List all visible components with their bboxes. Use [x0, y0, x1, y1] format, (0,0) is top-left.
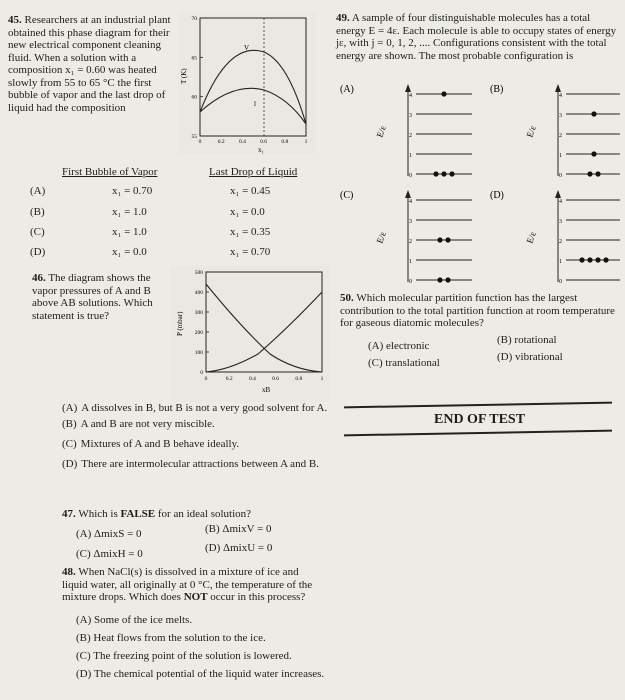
q50-option-label: (D): [497, 351, 513, 363]
q46-xtick-label: 1: [320, 376, 324, 382]
q49-level-label: 4: [409, 199, 412, 205]
q50-text: Which molecular partition function has the largest contribution to the total partition function at room temperature for gaseous diatomic molecules?: [340, 292, 615, 329]
q49-level-label: 1: [409, 153, 412, 159]
q45-phase-diagram: [178, 12, 316, 154]
q47-option-text: ΔmixV = 0: [222, 523, 272, 535]
q49-option-label: (C): [340, 190, 354, 201]
q48-number: 48.: [62, 566, 76, 578]
q45-option-liquid: x₁ = 0.70: [230, 246, 271, 258]
q49-molecule-dot: [579, 257, 584, 262]
q50-option-c[interactable]: [368, 357, 440, 369]
q45-question: [8, 14, 178, 114]
q47-option-b[interactable]: [205, 523, 272, 535]
q49-level-label: 2: [559, 133, 562, 139]
q45-ytick-label: 70: [191, 16, 197, 22]
q46-ytick-label: 100: [194, 350, 203, 356]
q49-level-label: 2: [409, 133, 412, 139]
q46-option-text: A and B are not very miscible.: [80, 418, 215, 430]
q49-axis-label: E/ε: [524, 124, 538, 139]
q49-level-label: 1: [559, 153, 562, 159]
q45-option-vapor: x₁ = 0.0: [112, 246, 147, 258]
q46-number: 46.: [32, 272, 46, 284]
arrow-up-icon: [555, 84, 561, 92]
q45-xtick-label: 1: [304, 139, 308, 145]
q46-xtick-label: 0.2: [225, 376, 233, 382]
q49-molecule-dot: [591, 111, 596, 116]
q49-level-label: 0: [409, 279, 412, 285]
q46-option-b[interactable]: [62, 418, 332, 430]
q45-option-b[interactable]: [30, 206, 300, 226]
q49-level-label: 3: [559, 219, 562, 225]
q45-text: Researchers at an industrial plant obtained this phase diagram for their new electrical component cleaning fluid. When a solution with a composition x₁ = 0.60 was heated slowly from 55 to 65 °C the first bubble of vapor and the last drop of liquid had the composition: [8, 14, 171, 114]
q49-question: [336, 12, 620, 62]
q48-option-c[interactable]: [76, 650, 346, 662]
q46-question: [32, 272, 164, 322]
q45-option-liquid: x₁ = 0.35: [230, 226, 271, 238]
q49-level-label: 1: [559, 259, 562, 265]
q45-option-label: (D): [30, 246, 46, 258]
q49-molecule-dot: [595, 257, 600, 262]
q46-ytick-label: 500: [194, 270, 203, 276]
q49-level-label: 1: [409, 259, 412, 265]
q45-ytick-label: 55: [191, 134, 197, 140]
q49-molecule-dot: [449, 171, 454, 176]
arrow-up-icon: [555, 190, 561, 198]
q46-option-text: There are intermolecular attractions between A and B.: [81, 458, 319, 470]
q47-option-text: ΔmixH = 0: [93, 548, 143, 560]
q45-option-c[interactable]: [30, 226, 300, 246]
q47-text-bold: FALSE: [120, 508, 156, 520]
q45-option-label: (C): [30, 226, 45, 238]
q45-xtick-label: 0.4: [238, 139, 246, 145]
q46-option-label: (B): [62, 418, 77, 430]
arrow-up-icon: [405, 84, 411, 92]
q49-molecule-dot: [591, 151, 596, 156]
q49-option-a[interactable]: [340, 84, 472, 179]
q46-ytick-label: 0: [200, 370, 203, 376]
q49-option-label: (D): [490, 190, 504, 201]
q45-option-liquid: x₁ = 0.45: [230, 185, 271, 197]
q46-ytick-label: 200: [194, 330, 203, 336]
q48-text-post: occur in this process?: [207, 591, 306, 603]
q47-option-d[interactable]: [205, 542, 272, 554]
q49-level-label: 2: [409, 239, 412, 245]
q49-level-label: 0: [559, 173, 562, 179]
q46-ytick-label: 300: [194, 310, 203, 316]
q49-option-label: (A): [340, 84, 354, 95]
q49-molecule-dot: [441, 171, 446, 176]
q48-option-label: (C): [76, 650, 91, 662]
end-rule-bottom: [344, 430, 612, 437]
q47-option-label: (D): [205, 542, 221, 554]
q50-option-a[interactable]: [368, 340, 429, 352]
q45-option-vapor: x₁ = 1.0: [112, 206, 147, 218]
q45-option-d[interactable]: [30, 246, 300, 266]
q49-level-label: 4: [559, 199, 562, 205]
q49-molecule-dot: [445, 277, 450, 282]
q49-level-label: 3: [409, 219, 412, 225]
q46-text: The diagram shows the vapor pressures of A and B above AB solutions. Which statement is true?: [32, 272, 153, 322]
q45-option-label: (A): [30, 185, 46, 197]
q47-option-text: ΔmixU = 0: [223, 542, 273, 554]
q49-option-c[interactable]: [340, 190, 472, 285]
q49-molecule-dot: [437, 237, 442, 242]
q46-xtick-label: 0.4: [248, 376, 256, 382]
q49-molecule-dot: [433, 171, 438, 176]
q50-option-b[interactable]: [497, 334, 557, 346]
q49-level-label: 3: [559, 113, 562, 119]
q50-option-text: electronic: [386, 340, 430, 352]
q50-option-label: (B): [497, 334, 512, 346]
q47-option-a[interactable]: [76, 528, 142, 540]
q45-xtick-label: 0.2: [217, 139, 225, 145]
q46-option-c[interactable]: [62, 438, 332, 450]
q46-option-d[interactable]: [62, 458, 332, 470]
q47-text-pre: Which is: [78, 508, 121, 520]
q47-question: [62, 508, 332, 521]
q48-text-pre: When NaCl(s) is dissolved in a mixture of ice and liquid water, all originally at 0 °C, the temperature of the mixture drops. Which does: [62, 566, 313, 603]
q49-option-b[interactable]: [490, 84, 620, 179]
q46-ytick-label: 400: [194, 290, 203, 296]
q49-level-label: 3: [409, 113, 412, 119]
q49-molecule-dot: [595, 171, 600, 176]
q46-option-text: Mixtures of A and B behave ideally.: [80, 438, 240, 450]
q50-question: [340, 292, 620, 330]
q46-xtick-label: 0.8: [295, 376, 303, 382]
q49-molecule-dot: [445, 237, 450, 242]
q48-option-b[interactable]: [76, 632, 346, 644]
q45-ylabel: T (K): [180, 68, 188, 84]
q50-option-text: vibrational: [515, 351, 563, 363]
q46-xlabel: xΒ: [262, 386, 271, 394]
q48-option-d[interactable]: [76, 668, 346, 680]
q46-vapor-pressure-diagram: [170, 266, 330, 402]
q48-option-text: The chemical potential of the liquid water increases.: [93, 668, 325, 680]
q50-option-text: rotational: [514, 334, 557, 346]
q48-option-label: (B): [76, 632, 91, 644]
q45-ytick-label: 60: [191, 94, 197, 101]
q49-molecule-dot: [437, 277, 442, 282]
q49-configuration-diagrams: [336, 78, 620, 286]
q47-option-label: (C): [76, 548, 91, 560]
q45-option-label: (B): [30, 206, 45, 218]
q50-option-d[interactable]: [497, 351, 563, 363]
q45-number: 45.: [8, 14, 22, 26]
q49-option-d[interactable]: [490, 190, 620, 285]
q45-xtick-label: 0.8: [281, 139, 289, 145]
q45-ytick-label: 65: [191, 55, 197, 62]
q47-option-label: (B): [205, 523, 220, 535]
q49-level-label: 4: [559, 93, 562, 99]
q48-option-a[interactable]: [76, 614, 346, 626]
q45-col2-header: Last Drop of Liquid: [209, 166, 298, 178]
q47-option-c[interactable]: [76, 548, 143, 560]
q50-option-label: (C): [368, 357, 383, 369]
q46-option-text: A dissolves in B, but B is not a very good solvent for A.: [81, 402, 328, 414]
q45-vapor-label: V: [244, 44, 250, 52]
arrow-up-icon: [405, 190, 411, 198]
q45-liquid-label: l: [254, 100, 256, 108]
q48-option-text: The freezing point of the solution is lowered.: [93, 650, 292, 662]
q49-molecule-dot: [587, 257, 592, 262]
q49-molecule-dot: [441, 91, 446, 96]
q46-ylabel: P (mbar): [176, 311, 184, 336]
q45-xtick-label: 0: [198, 139, 202, 145]
q46-xtick-label: 0.6: [272, 376, 280, 382]
q49-number: 49.: [336, 12, 350, 24]
end-of-test: END OF TEST: [434, 412, 526, 427]
q48-option-label: (D): [76, 668, 92, 680]
q48-options: [76, 614, 346, 680]
q49-text: A sample of four distinguishable molecules has a total energy E = 4ε. Each molecule is able to occupy states of energy jε, with j = 0, 1, 2, .... Configurations consistent with the total energy are shown. The most probable configuration is: [336, 12, 617, 62]
q45-col1-header: First Bubble of Vapor: [62, 166, 158, 178]
q45-option-a[interactable]: [30, 185, 300, 205]
q45-option-vapor: x₁ = 1.0: [112, 226, 147, 238]
q47-option-text: ΔmixS = 0: [94, 528, 142, 540]
q50-option-text: translational: [385, 357, 440, 369]
q48-option-text: Some of the ice melts.: [94, 614, 193, 626]
end-rule-top: [344, 402, 612, 409]
q50-number: 50.: [340, 292, 354, 304]
q49-axis-label: E/ε: [524, 230, 538, 245]
q46-xtick-label: 0: [204, 376, 208, 382]
q48-option-text: Heat flows from the solution to the ice.: [93, 632, 266, 644]
q49-molecule-dot: [603, 257, 608, 262]
q48-option-label: (A): [76, 614, 92, 626]
q45-option-vapor: x₁ = 0.70: [112, 185, 153, 197]
q49-molecule-dot: [587, 171, 592, 176]
q49-level-label: 4: [409, 93, 412, 99]
q46-option-label: (A): [62, 402, 78, 414]
q49-level-label: 2: [559, 239, 562, 245]
q45-option-liquid: x₁ = 0.0: [230, 206, 265, 218]
q46-option-label: (D): [62, 458, 78, 470]
q47-text-post: for an ideal solution?: [155, 508, 252, 520]
q49-axis-label: E/ε: [374, 124, 388, 139]
q49-level-label: 0: [409, 173, 412, 179]
q46-options: [62, 402, 332, 470]
q49-level-label: 0: [559, 279, 562, 285]
q49-option-label: (B): [490, 84, 504, 95]
q48-question: [62, 566, 324, 604]
q45-xlabel: x₁: [258, 146, 264, 154]
q49-axis-label: E/ε: [374, 230, 388, 245]
q46-option-a[interactable]: [62, 402, 332, 414]
q50-option-label: (A): [368, 340, 384, 352]
q47-option-label: (A): [76, 528, 92, 540]
q47-number: 47.: [62, 508, 76, 520]
q48-text-bold: NOT: [183, 591, 208, 603]
q46-option-label: (C): [62, 438, 77, 450]
q45-xtick-label: 0.6: [260, 139, 268, 145]
